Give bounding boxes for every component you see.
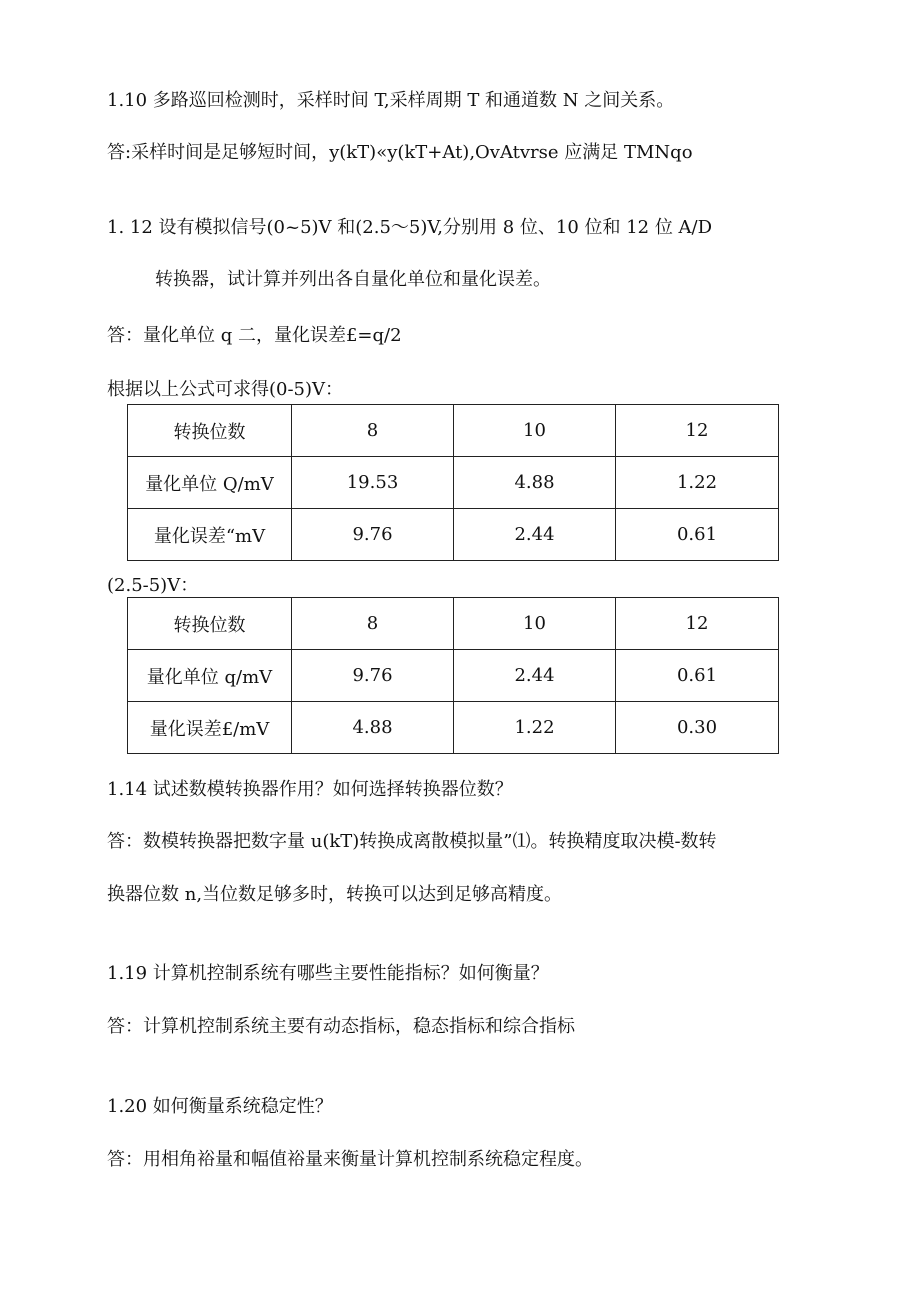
- table-cell: 量化单位 q/mV: [128, 650, 292, 702]
- table-cell: 4.88: [454, 457, 616, 509]
- q1-12-table2-label: (2.5-5)V：: [107, 575, 199, 596]
- table-cell: 8: [292, 598, 454, 650]
- table-cell: 10: [454, 598, 616, 650]
- table-cell: 0.30: [616, 702, 779, 754]
- table-row: [128, 702, 779, 754]
- q1-14-question: 1.14 试述数模转换器作用？如何选择转换器位数？: [107, 779, 513, 800]
- table-cell: 转换位数: [128, 405, 292, 457]
- table-cell: 0.61: [616, 650, 779, 702]
- q1-12-intro: 根据以上公式可求得(0-5)V：: [107, 379, 344, 400]
- q1-19-question: 1.19 计算机控制系统有哪些主要性能指标？如何衡量？: [107, 963, 549, 984]
- table-cell: 9.76: [292, 509, 454, 561]
- q1-10-question: 1.10 多路巡回检测时，采样时间 T,采样周期 T 和通道数 N 之间关系。: [107, 90, 675, 111]
- q1-14-answer-line1: 答：数模转换器把数字量 u(kT)转换成离散模拟量”⑴。转换精度取决模-数转: [107, 831, 717, 852]
- table-cell: 量化单位 Q/mV: [128, 457, 292, 509]
- q1-12-question-line1: 1. 12 设有模拟信号(0~5)V 和(2.5～5)V,分别用 8 位、10 位和 12 位 A/D: [107, 217, 713, 238]
- table-header-row: [128, 598, 779, 650]
- table-row: [128, 650, 779, 702]
- table-row: [128, 457, 779, 509]
- table-cell: 9.76: [292, 650, 454, 702]
- table-cell: 19.53: [292, 457, 454, 509]
- table-cell: 量化误差“mV: [128, 509, 292, 561]
- table-row: [128, 509, 779, 561]
- table-cell: 10: [454, 405, 616, 457]
- table-cell: 1.22: [616, 457, 779, 509]
- table-cell: 8: [292, 405, 454, 457]
- q1-20-question: 1.20 如何衡量系统稳定性？: [107, 1096, 333, 1117]
- table-cell: 12: [616, 405, 779, 457]
- q1-14-answer-line2: 换器位数 n,当位数足够多时，转换可以达到足够高精度。: [107, 884, 563, 905]
- table-header-row: [128, 405, 779, 457]
- table-cell: 12: [616, 598, 779, 650]
- table-cell: 2.44: [454, 650, 616, 702]
- quantization-table-2-5-5v: [127, 597, 779, 754]
- table-cell: 量化误差£/mV: [128, 702, 292, 754]
- table-cell: 转换位数: [128, 598, 292, 650]
- table-cell: 0.61: [616, 509, 779, 561]
- q1-20-answer: 答：用相角裕量和幅值裕量来衡量计算机控制系统稳定程度。: [107, 1149, 593, 1170]
- q1-12-question-line2: 转换器，试计算并列出各自量化单位和量化误差。: [155, 269, 551, 290]
- table-cell: 1.22: [454, 702, 616, 754]
- quantization-table-0-5v: [127, 404, 779, 561]
- q1-10-answer: 答:采样时间是足够短时间，y(kT)«y(kT+At),OvAtvrse 应满足 TMNqo: [107, 142, 693, 163]
- q1-12-answer: 答：量化单位 q 二，量化误差£=q/2: [107, 325, 402, 346]
- table-cell: 4.88: [292, 702, 454, 754]
- table-cell: 2.44: [454, 509, 616, 561]
- q1-19-answer: 答：计算机控制系统主要有动态指标，稳态指标和综合指标: [107, 1016, 575, 1037]
